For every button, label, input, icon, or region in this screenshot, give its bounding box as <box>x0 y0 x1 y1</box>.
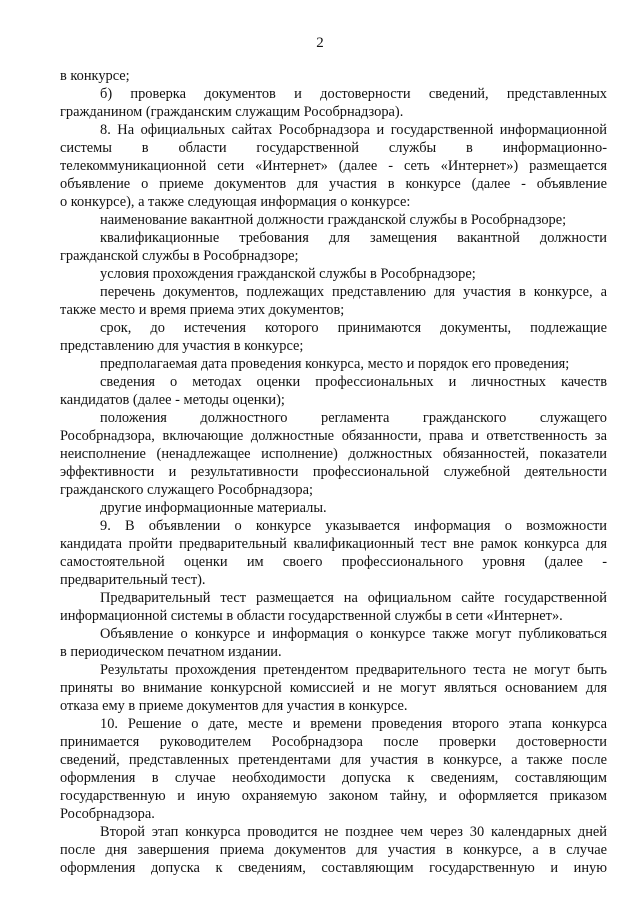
text-line: срок, до истечения которого принимаются документы, подлежащие <box>100 320 607 336</box>
text-line: положения должностного регламента гражданского служащего <box>100 410 607 426</box>
document-body <box>60 67 607 877</box>
text-line: кандидата пройти предварительный квалификационный тест вне рамок конкурса для <box>60 536 607 552</box>
text-line: Объявление о конкурсе и информация о конкурсе также могут публиковаться <box>100 626 607 642</box>
text-line: гражданином (гражданским служащим Рособрнадзора). <box>60 104 404 120</box>
text-line: отказа ему в приеме документов для участия в конкурсе. <box>60 698 408 714</box>
text-line: оформления допуска к сведениям, составляющим государственную и иную <box>60 860 607 876</box>
text-line: 10. Решение о дате, месте и времени проведения второго этапа конкурса <box>100 716 607 732</box>
text-line: гражданского служащего Рособрнадзора; <box>60 482 313 498</box>
text-line: предполагаемая дата проведения конкурса, место и порядок его проведения; <box>100 356 570 372</box>
text-line: 9. В объявлении о конкурсе указывается информация о возможности <box>100 518 607 534</box>
text-line: представлению для участия в конкурсе; <box>60 338 304 354</box>
text-line: сведений, представленных претендентами для участия в конкурсе, а также после <box>60 752 607 768</box>
text-line: условия прохождения гражданской службы в Рособрнадзоре; <box>100 266 476 282</box>
text-line: Результаты прохождения претендентом предварительного теста не могут быть <box>100 662 607 678</box>
text-line: б) проверка документов и достоверности сведений, представленных <box>100 86 607 102</box>
page-number: 2 <box>316 35 324 51</box>
text-line: в конкурсе; <box>60 68 130 84</box>
text-line: Рособрнадзора, включающие должностные обязанности, права и ответственность за <box>60 428 607 444</box>
text-line: государственную и иную охраняемую законом тайну, и оформляется приказом <box>60 788 607 804</box>
text-line: перечень документов, подлежащих представлению для участия в конкурсе, а <box>100 284 607 300</box>
text-line: предварительный тест). <box>60 572 206 588</box>
text-line: гражданской службы в Рособрнадзоре; <box>60 248 299 264</box>
text-line: квалификационные требования для замещения вакантной должности <box>100 230 607 246</box>
text-line: другие информационные материалы. <box>100 500 327 516</box>
text-line: также место и время приема этих документов; <box>60 302 345 318</box>
text-line: принимается руководителем Рособрнадзора после проверки достоверности <box>60 734 607 750</box>
text-line: кандидатов (далее - методы оценки); <box>60 392 285 408</box>
text-line: самостоятельной оценки им своего профессионального уровня (далее - <box>60 554 607 570</box>
text-line: сведения о методах оценки профессиональных и личностных качеств <box>100 374 607 390</box>
text-line: после дня завершения приема документов для участия в конкурсе, а в случае <box>60 842 607 858</box>
text-line: Второй этап конкурса проводится не позднее чем через 30 календарных дней <box>100 824 607 840</box>
text-line: системы в области государственной службы в информационно- <box>60 140 607 156</box>
text-line: 8. На официальных сайтах Рособрнадзора и государственной информационной <box>100 122 607 138</box>
text-line: Предварительный тест размещается на официальном сайте государственной <box>100 590 607 606</box>
text-line: объявление о приеме документов для участия в конкурсе (далее - объявление <box>60 176 607 192</box>
text-line: наименование вакантной должности гражданской службы в Рособрнадзоре; <box>100 212 567 228</box>
text-line: в периодическом печатном издании. <box>60 644 282 660</box>
text-line: телекоммуникационной сети «Интернет» (далее - сеть «Интернет») размещается <box>60 158 607 174</box>
text-line: Рособрнадзора. <box>60 806 155 822</box>
text-line: неисполнение (ненадлежащее исполнение) должностных обязанностей, показатели <box>60 446 607 462</box>
text-line: о конкурсе), а также следующая информация о конкурсе: <box>60 194 411 210</box>
text-line: оформления в случае необходимости допуска к сведениям, составляющим <box>60 770 607 786</box>
text-line: информационной системы в области государственной службы в сети «Интернет». <box>60 608 563 624</box>
text-line: эффективности и результативности профессиональной служебной деятельности <box>60 464 607 480</box>
text-line: приняты во внимание конкурсной комиссией и не могут являться основанием для <box>60 680 607 696</box>
